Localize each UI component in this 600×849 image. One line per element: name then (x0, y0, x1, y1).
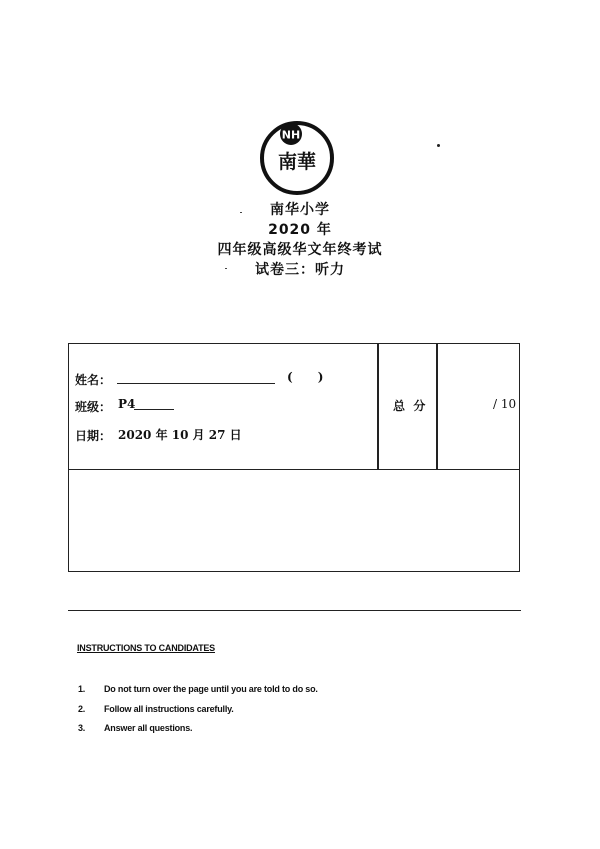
index-parens: ( ) (287, 370, 324, 384)
exam-title: 四年级高级华文年终考试 (217, 242, 383, 258)
score-value: / 10 (493, 397, 517, 411)
name-field[interactable] (117, 371, 275, 384)
school-name: 南华小学 (270, 202, 330, 218)
date-label: 日期： (75, 429, 112, 443)
instructions-title: INSTRUCTIONS TO CANDIDATES (77, 643, 215, 653)
instruction-number: 3. (78, 723, 86, 733)
logo-name: 南華 (277, 151, 317, 173)
name-label: 姓名： (75, 373, 112, 387)
instruction-item (78, 723, 378, 735)
separator (68, 610, 521, 611)
divider (377, 343, 379, 470)
school-logo (257, 118, 337, 198)
logo-monogram: NH (281, 128, 301, 142)
instruction-text: Answer all questions. (104, 723, 193, 733)
remarks-box (68, 469, 520, 572)
total-score-label: 总 分 (393, 399, 426, 413)
date-value: 2020 年 10 月 27 日 (118, 428, 242, 442)
class-field[interactable] (134, 398, 174, 410)
exam-year: 2020 年 (268, 222, 332, 238)
instruction-item (78, 704, 378, 716)
instruction-number: 1. (78, 684, 86, 694)
paper-title: 试卷三：听力 (255, 262, 345, 278)
divider (436, 343, 438, 470)
class-label: 班级： (75, 400, 112, 414)
class-value: P4 (118, 397, 136, 411)
instruction-text: Do not turn over the page until you are told to do so. (104, 684, 318, 694)
instruction-text: Follow all instructions carefully. (104, 704, 234, 714)
speck (437, 144, 440, 147)
instruction-number: 2. (78, 704, 86, 714)
instruction-item (78, 684, 378, 696)
